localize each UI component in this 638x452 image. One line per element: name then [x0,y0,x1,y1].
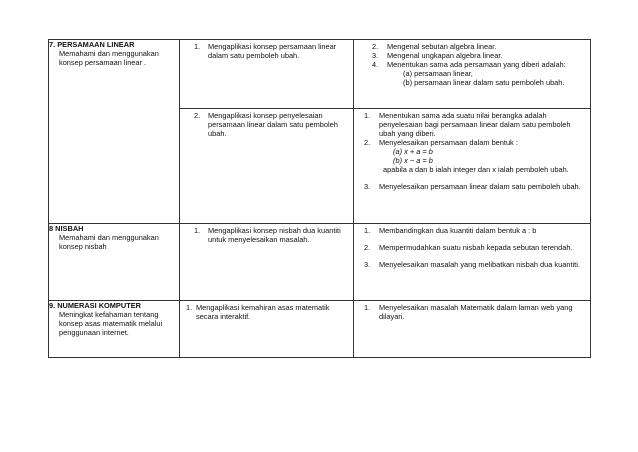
list-item: 4. Menentukan sama ada persamaan yang diberi adalah: (a) persamaan linear, (b) persamaan linear dalam satu pemboleh ubah. [372,60,586,87]
objective-text: Mengaplikasi kemahiran asas matematik secara interaktif. [196,303,330,321]
sub-item: (a) persamaan linear, [403,69,473,78]
learning-objective-cell [180,301,354,358]
objective-text: Mengaplikasi konsep persamaan linear dalam satu pemboleh ubah. [208,42,337,60]
topic-cell [49,224,180,301]
syllabus-table [48,39,591,358]
topic-description: Meningkat kefahaman tentang konsep asas matematik melalui penggunaan internet. [59,310,163,337]
objective-number: 1. [186,303,193,312]
sub-item: (b) persamaan linear dalam satu pemboleh ubah. [403,78,565,87]
list-item: 3. Mengenal ungkapan algebra linear. [372,51,503,60]
topic-description: Memahami dan menggunakan konsep nisbah [59,233,159,251]
topic-title: 9. NUMERASI KOMPUTER [49,301,141,310]
topic-cell [49,40,180,224]
topic-cell [49,301,180,358]
learning-outcome-cell [354,224,591,301]
learning-objective-cell [180,224,354,301]
topic-description: Memahami dan menggunakan konsep persamaan linear . [59,49,159,67]
table-row [49,301,591,358]
topic-title: 8 NISBAH [49,224,84,233]
list-item: 1. Menyelesaikan masalah Matematik dalam laman web yang dilayari. [364,303,573,321]
learning-outcome-cell [354,40,591,109]
list-item: 3. Menyelesaikan persamaan linear dalam satu pemboleh ubah. [364,182,581,191]
learning-objective-cell [180,109,354,224]
topic-title: 7. PERSAMAAN LINEAR [49,40,135,49]
list-item: 2. Mempermudahkan suatu nisbah kepada sebutan terendah. [364,243,573,252]
learning-outcome-cell [354,109,591,224]
note: apabila a dan b ialah integer dan x ialah pemboleh ubah. [383,165,569,174]
table-row [49,224,591,301]
list-item: 1. Membandingkan dua kuantiti dalam bentuk a : b [364,226,537,235]
learning-objective-cell [180,40,354,109]
list-item: 2. Menyelesaikan persamaan dalam bentuk : (a) x + a = b (b) x − a = b apabila a dan b ialah integer dan x ialah pemboleh ubah. [364,138,586,174]
objective-text: Mengaplikasi konsep penyelesaian persamaan linear dalam satu pemboleh ubah. [208,111,338,138]
table-row [49,40,591,109]
learning-outcome-cell [354,301,591,358]
objective-text: Mengaplikasi konsep nisbah dua kuantiti untuk menyelesaikan masalah. [208,226,341,244]
list-item: 3. Menyelesaikan masalah yang melibatkan nisbah dua kuantiti. [364,260,580,269]
formula: (b) x − a = b [393,156,433,165]
objective-number: 2. [194,111,201,120]
formula: (a) x + a = b [393,147,433,156]
list-item: 2. Mengenal sebutan algebra linear. [372,42,497,51]
objective-number: 1. [194,42,201,51]
objective-number: 1. [194,226,201,235]
list-item: 1. Menentukan sama ada suatu nilai berangka adalah penyelesaian bagi persamaan linear dalam satu pemboleh ubah yang diberi. [364,111,571,138]
